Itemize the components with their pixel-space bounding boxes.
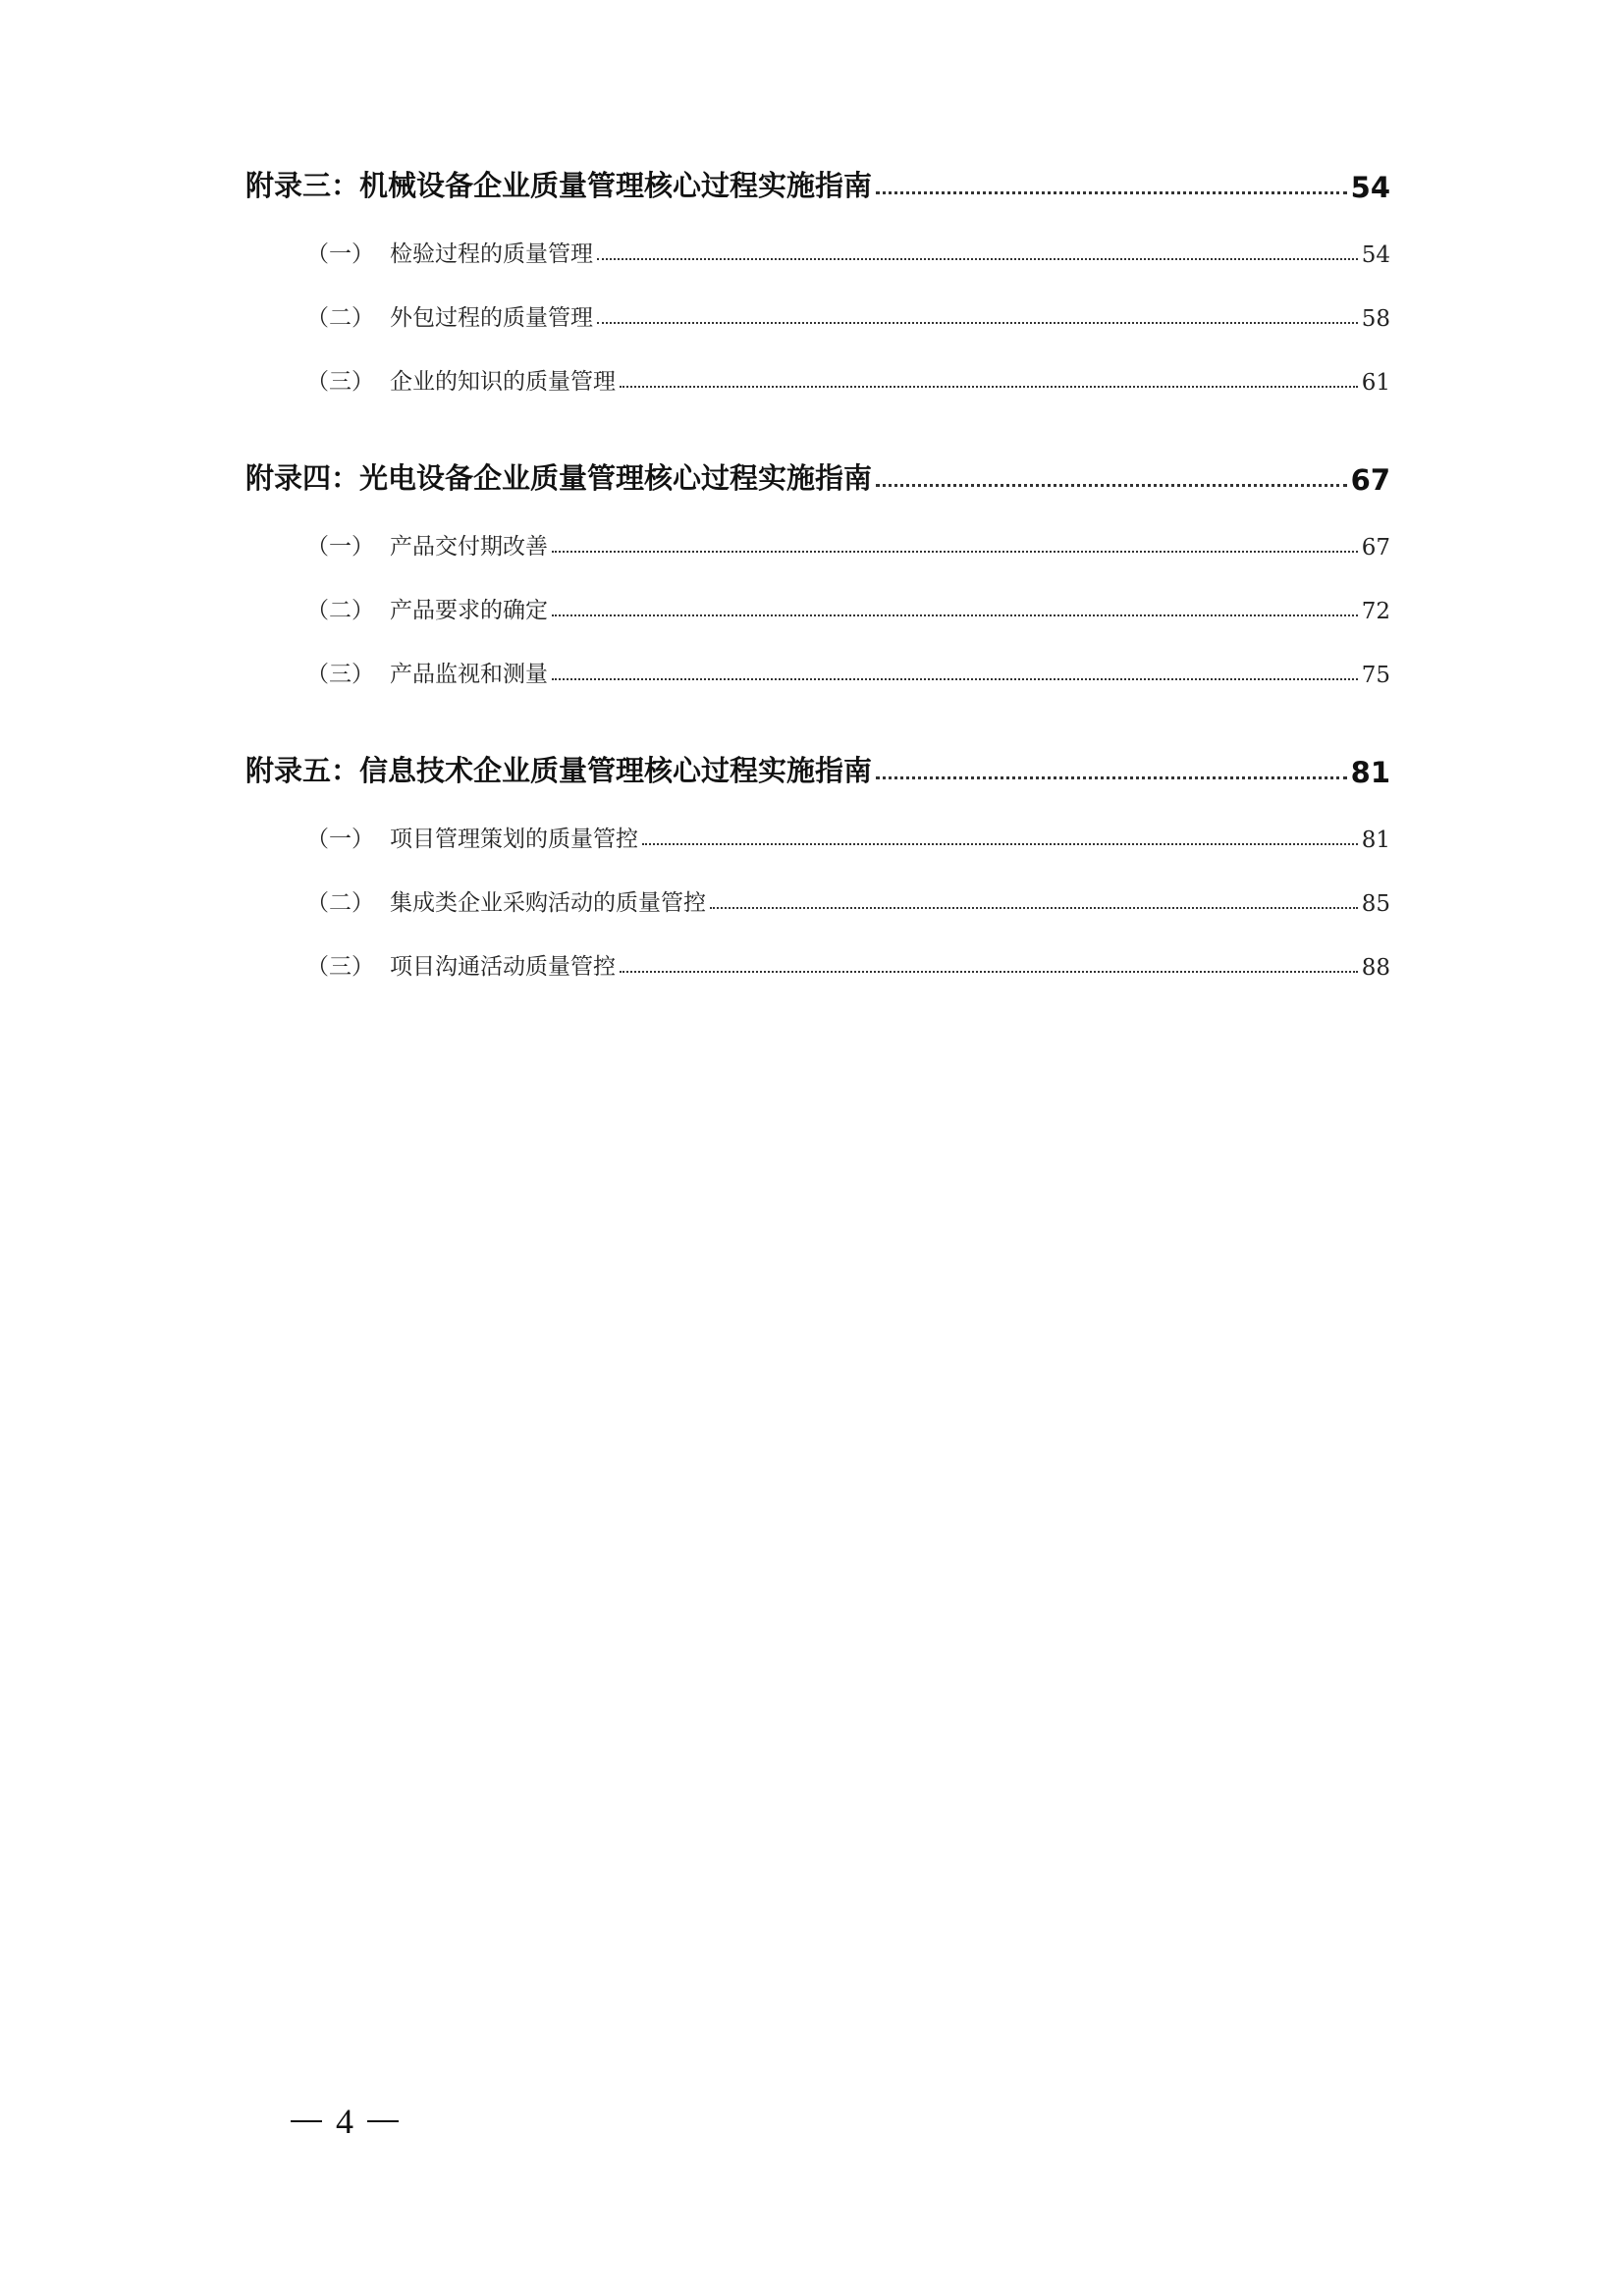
toc-entry[interactable] bbox=[245, 789, 1390, 853]
toc-entry[interactable] bbox=[245, 561, 1390, 624]
toc-heading-title: 附录四：光电设备企业质量管理核心过程实施指南 bbox=[245, 461, 873, 495]
toc-entry-number: （一） bbox=[306, 827, 374, 852]
toc-heading-title: 附录五：信息技术企业质量管理核心过程实施指南 bbox=[245, 754, 873, 787]
toc-entry-title: 项目沟通活动质量管控 bbox=[390, 954, 616, 980]
toc-entry-page: 75 bbox=[1361, 663, 1390, 688]
toc-section-appendix-5 bbox=[245, 740, 1390, 981]
toc-heading-page: 81 bbox=[1350, 756, 1390, 789]
toc-section-appendix-4 bbox=[245, 448, 1390, 688]
toc-heading-title: 附录三：机械设备企业质量管理核心过程实施指南 bbox=[245, 169, 873, 202]
toc-entry-number: （一） bbox=[306, 534, 374, 560]
toc-heading-page: 67 bbox=[1350, 463, 1390, 497]
toc-entry-page: 58 bbox=[1361, 306, 1390, 332]
dot-leader bbox=[620, 971, 1358, 973]
dot-leader bbox=[876, 776, 1347, 779]
toc-entry-number: （二） bbox=[306, 890, 374, 916]
toc-entry-number: （二） bbox=[306, 598, 374, 623]
toc-entry[interactable] bbox=[245, 917, 1390, 981]
toc-entry-title: 企业的知识的质量管理 bbox=[390, 369, 616, 395]
dot-leader bbox=[642, 843, 1358, 845]
toc-heading[interactable] bbox=[245, 448, 1390, 497]
page-number: 4 bbox=[336, 2102, 353, 2141]
toc-entry-number: （三） bbox=[306, 369, 374, 395]
toc-entry[interactable] bbox=[245, 332, 1390, 396]
dot-leader bbox=[876, 191, 1347, 194]
footer-dash-left bbox=[291, 2120, 322, 2122]
toc-entry[interactable] bbox=[245, 497, 1390, 561]
toc-entry-title: 项目管理策划的质量管控 bbox=[390, 827, 638, 852]
dot-leader bbox=[597, 258, 1358, 260]
toc-entry-page: 54 bbox=[1361, 242, 1390, 268]
toc-entry[interactable] bbox=[245, 268, 1390, 332]
dot-leader bbox=[552, 551, 1358, 553]
toc-entry-page: 67 bbox=[1361, 535, 1390, 561]
toc-entry[interactable] bbox=[245, 853, 1390, 917]
toc-entry-page: 61 bbox=[1361, 370, 1390, 396]
toc-entry-page: 72 bbox=[1361, 599, 1390, 624]
footer-dash-right bbox=[367, 2120, 399, 2122]
toc-entry-number: （三） bbox=[306, 954, 374, 980]
toc-entry-title: 产品交付期改善 bbox=[390, 534, 548, 560]
toc-entry-title: 外包过程的质量管理 bbox=[390, 305, 593, 331]
toc-entry-number: （三） bbox=[306, 662, 374, 687]
dot-leader bbox=[552, 678, 1358, 680]
toc-heading[interactable] bbox=[245, 740, 1390, 789]
toc-heading[interactable] bbox=[245, 155, 1390, 204]
table-of-contents bbox=[245, 155, 1390, 1033]
toc-entry-title: 产品监视和测量 bbox=[390, 662, 548, 687]
toc-entry-title: 产品要求的确定 bbox=[390, 598, 548, 623]
toc-section-appendix-3 bbox=[245, 155, 1390, 396]
page-footer bbox=[291, 2101, 399, 2142]
dot-leader bbox=[620, 386, 1358, 388]
dot-leader bbox=[597, 322, 1358, 324]
toc-entry-number: （一） bbox=[306, 241, 374, 267]
toc-entry-title: 集成类企业采购活动的质量管控 bbox=[390, 890, 706, 916]
toc-entry-page: 88 bbox=[1361, 955, 1390, 981]
toc-entry-title: 检验过程的质量管理 bbox=[390, 241, 593, 267]
toc-entry-page: 85 bbox=[1361, 891, 1390, 917]
toc-heading-page: 54 bbox=[1350, 171, 1390, 204]
toc-entry-page: 81 bbox=[1361, 828, 1390, 853]
toc-entry[interactable] bbox=[245, 624, 1390, 688]
dot-leader bbox=[710, 907, 1358, 909]
dot-leader bbox=[552, 614, 1358, 616]
dot-leader bbox=[876, 484, 1347, 487]
toc-entry[interactable] bbox=[245, 204, 1390, 268]
toc-entry-number: （二） bbox=[306, 305, 374, 331]
